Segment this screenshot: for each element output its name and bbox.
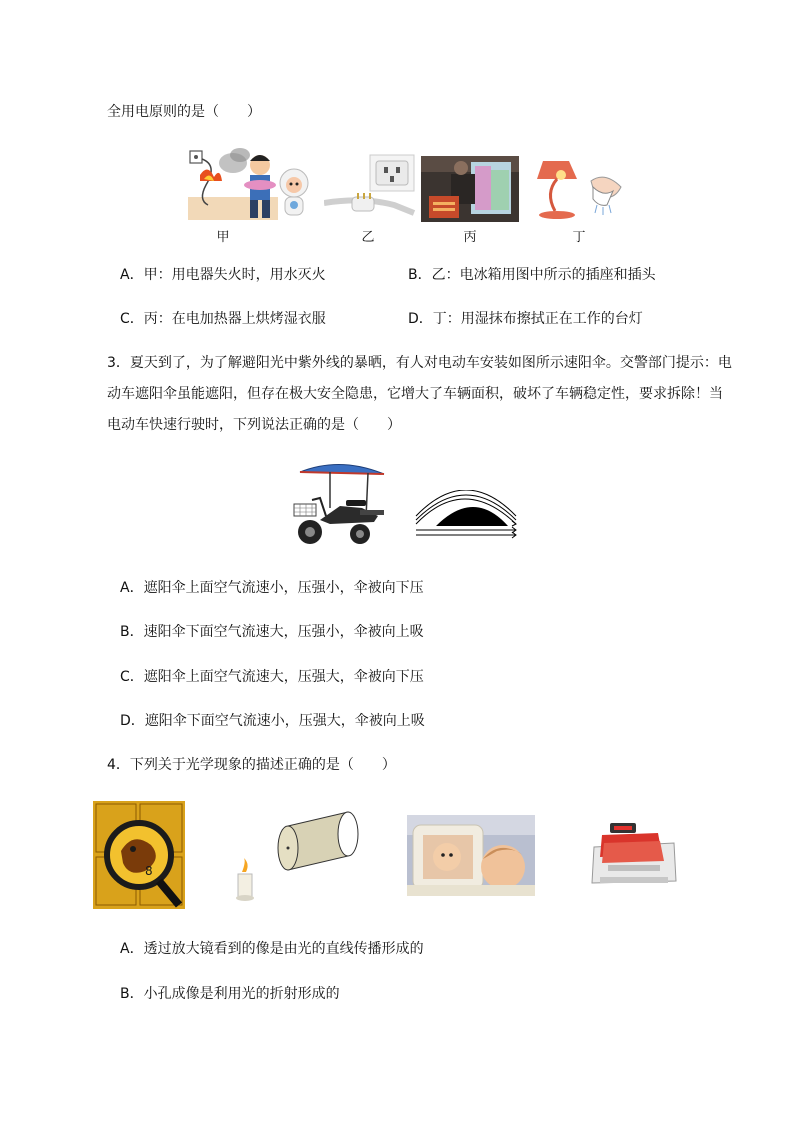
q4-option-a: A．透过放大镜看到的像是由光的直线传播形成的 bbox=[120, 941, 424, 957]
q2-option-b: B．乙：电冰箱用图中所示的插座和插头 bbox=[408, 267, 656, 283]
q2-caption-yi: 乙 bbox=[361, 230, 375, 245]
q2-option-d: D．丁：用湿抹布擦拭正在工作的台灯 bbox=[408, 311, 643, 327]
q4-figure-magnifier-stamps bbox=[93, 801, 185, 909]
q2-caption-jia: 甲 bbox=[216, 230, 230, 245]
q2-option-a: A．甲：用电器失火时，用水灭火 bbox=[120, 267, 326, 283]
q3-figure-ebike-umbrella bbox=[290, 458, 390, 550]
q3-option-b: B．速阳伞下面空气流速大，压强小，伞被向上吸 bbox=[120, 624, 424, 640]
q3-stem-line2: 动车遮阳伞虽能遮阳，但存在极大安全隐患，它增大了车辆面积，破坏了车辆稳定性，要求拆除！当 bbox=[107, 386, 723, 402]
q2-figure-yi bbox=[324, 153, 416, 221]
q3-option-a: A．遮阳伞上面空气流速小，压强小，伞被向下压 bbox=[120, 580, 424, 596]
q3-figure-airflow-diagram bbox=[414, 490, 518, 540]
q2-caption-bing: 丙 bbox=[463, 230, 477, 245]
q2-figure-ding bbox=[533, 153, 627, 221]
q2-figure-jia bbox=[188, 145, 316, 220]
q4-option-b: B．小孔成像是利用光的折射形成的 bbox=[120, 986, 340, 1002]
q3-stem-line3: 电动车快速行驶时，下列说法正确的是（ ） bbox=[107, 417, 401, 433]
q4-figure-pinhole-candle bbox=[230, 806, 366, 906]
q2-figure-bing bbox=[421, 156, 519, 222]
q3-stem-line1: 3．夏天到了，为了解避阳光中紫外线的暴晒，有人对电动车安装如图所示速阳伞。交警部门提示：电 bbox=[107, 355, 732, 371]
svg-text:8: 8 bbox=[145, 864, 153, 878]
q4-figure-money-counter bbox=[588, 821, 680, 891]
q4-figure-mirror-baby bbox=[407, 815, 535, 896]
q3-option-d: D．遮阳伞下面空气流速小，压强大，伞被向上吸 bbox=[120, 713, 425, 729]
q2-caption-ding: 丁 bbox=[572, 230, 586, 245]
q4-stem: 4．下列关于光学现象的描述正确的是（ ） bbox=[107, 757, 396, 773]
q3-option-c: C．遮阳伞上面空气流速大，压强大，伞被向下压 bbox=[120, 669, 424, 685]
q2-stem-tail: 全用电原则的是（ ） bbox=[107, 104, 261, 120]
q2-option-c: C．丙：在电加热器上烘烤湿衣服 bbox=[120, 311, 326, 327]
